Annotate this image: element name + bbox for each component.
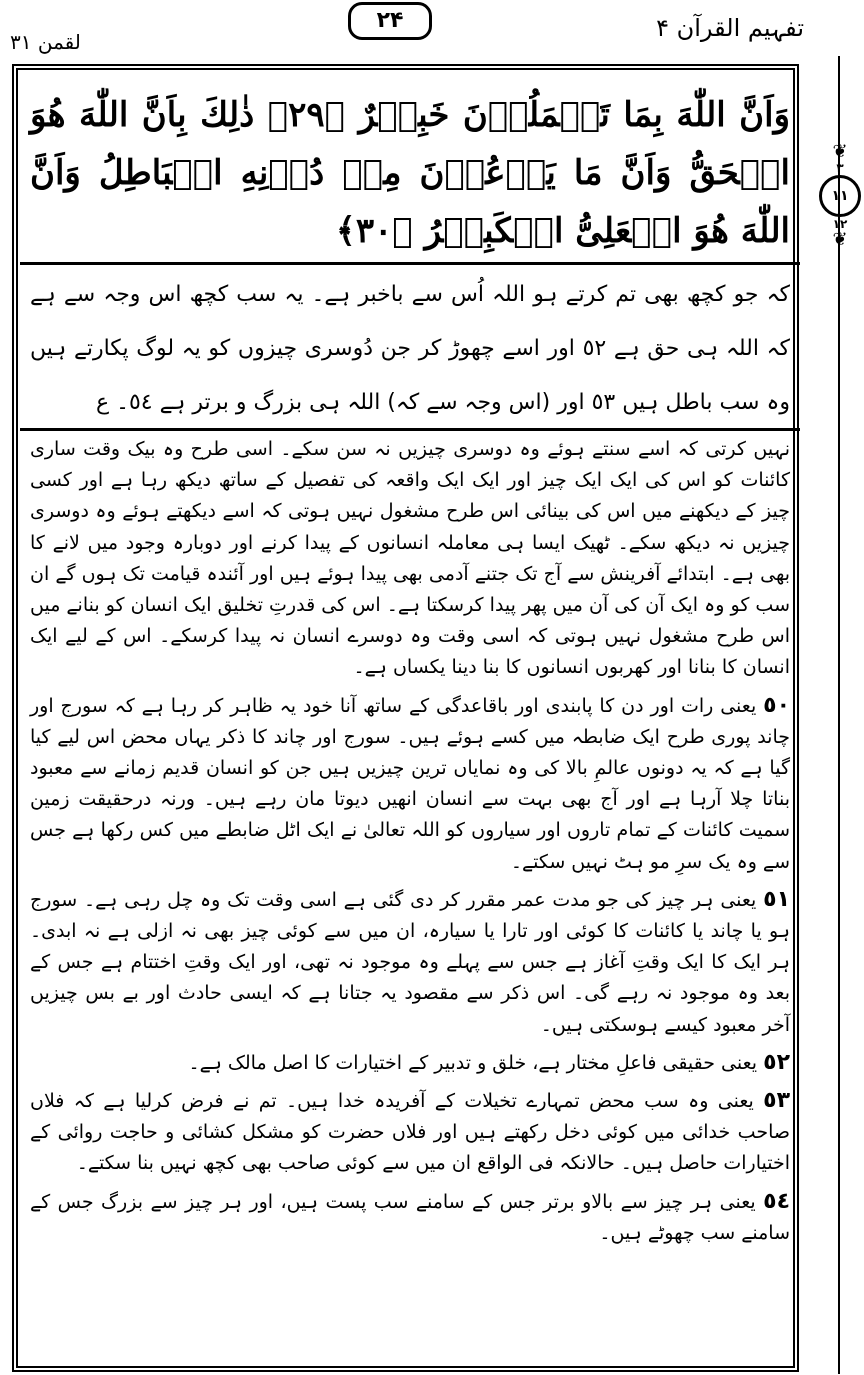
ayah-marker xyxy=(816,136,864,256)
footnotes xyxy=(30,434,790,1255)
footnote xyxy=(30,884,790,1041)
marker-ornament-top-icon: ❦ xyxy=(832,141,848,162)
marker-circle xyxy=(819,175,861,217)
footnote-number: ٥١ xyxy=(763,886,791,912)
marker-bottom-number: ۱۲ xyxy=(832,217,848,231)
footnote-text: نہیں کرتی کہ اسے سنتے ہوئے وہ دوسری چیزیں نہ سن سکے۔ اسی طرح وہ بیک وقت ساری کائنات کو اس کی ایک ایک چیز اور ایک ایک واقعہ کی تفصیل کے ساتھ دیکھ رہا ہے اور کسی چیز کے دیکھنے میں اس کی بینائی اس طرح مشغول نہیں ہوتی کہ اسے دیکھتے ہوئے وہ دوسری چیزیں نہ دیکھ سکے۔ ٹھیک ایسا ہی معاملہ انسانوں کے پیدا کرنے اور دوبارہ وجود میں لانے کا بھی ہے۔ ابتدائے آفرینش سے آج تک جتنے آدمی بھی پیدا ہوئے ہیں اور آئندہ قیامت تک ہوں گے ان سب کو وہ ایک آن کی آن میں پھر پیدا کرسکتا ہے۔ اس کی قدرتِ تخلیق ایک انسان کو بنانے میں اس طرح مشغول نہیں ہوتی کہ اسی وقت وہ دوسرے انسان نہ پیدا کرسکے۔ اس کے لیے ایک انسان کا بنانا اور کھربوں انسانوں کا بنا دینا یکساں ہے۔ xyxy=(30,438,790,679)
footnote-text: یعنی رات اور دن کا پابندی اور باقاعدگی کے ساتھ آنا خود یہ ظاہر کر رہا ہے کہ سورج اور چاند پوری طرح ایک ضابطہ میں کسے ہوئے ہیں۔ سورج اور چاند کا ذکر یہاں محض اس لیے کیا گیا ہے کہ یہ دونوں عالمِ بالا کی وہ نمایاں ترین چیزیں ہیں جن کو انسان قدیم زمانے سے معبود بناتا چلا آرہا ہے اور آج بھی بہت سے انسان انھیں دیوتا مان رہے ہیں۔ ورنہ درحقیقت زمین سمیت کائنات کے تمام تاروں اور سیاروں کو اللہ تعالیٰ نے ایک اٹل ضابطے میں کس رکھا ہے جس سے وہ یک سرِ مو ہٹ نہیں سکتے۔ xyxy=(30,694,790,873)
footnote-number: ٥٣ xyxy=(763,1088,790,1114)
book-title: تفہیم القرآن ۴ xyxy=(656,14,804,42)
marker-ornament-bottom-icon: ❦ xyxy=(832,229,848,250)
footnote xyxy=(30,434,790,684)
footnote-text: یعنی وہ سب محض تمہارے تخیلات کے آفریدہ خدا ہیں۔ تم نے فرض کرلیا ہے کہ فلاں صاحب خدائی میں کوئی دخل رکھتے ہیں اور فلاں حضرت کو مشکل کشائی و حاجت روائی کے اختیارات حاصل ہیں۔ حالانکہ فی الواقع ان میں سے کوئی صاحب بھی کچھ نہیں بنا سکتے۔ xyxy=(30,1090,790,1175)
page-number: ۲۴ xyxy=(348,2,432,40)
footnote xyxy=(30,1186,790,1249)
arabic-verse: وَاَنَّ اللّٰهَ بِمَا تَعۡمَلُوۡنَ خَبِيۡرٌ ﴿۲۹﴾ ذٰلِكَ بِاَنَّ اللّٰهَ هُوَ الۡحَقُّ وَاَنَّ مَا يَدۡعُوۡنَ مِنۡ دُوۡنِهِ الۡبَاطِلُ وَاَنَّ اللّٰهَ هُوَ الۡعَلِىُّ الۡكَبِيۡرُ ﴿۳۰﴾ xyxy=(30,95,790,251)
footnote-text: یعنی حقیقی فاعلِ مختار ہے، خلق و تدبیر کے اختیارات کا اصل مالک ہے۔ xyxy=(188,1051,758,1074)
footnote-number: ٥٤ xyxy=(763,1188,790,1214)
footnote xyxy=(30,1047,790,1079)
footnote-number: ٥٢ xyxy=(763,1049,790,1075)
footnote xyxy=(30,1085,790,1180)
urdu-translation: کہ جو کچھ بھی تم کرتے ہو اللہ اُس سے باخبر ہے۔ یہ سب کچھ اس وجہ سے ہے کہ اللہ ہی حق ہے ٥٢ اور اسے چھوڑ کر جن دُوسری چیزوں کو یہ لوگ پکارتے ہیں وہ سب باطل ہیں ٥٣ اور (اس وجہ سے کہ) اللہ ہی بزرگ و برتر ہے ٥٤۔ ع xyxy=(30,282,790,415)
footnote-number: ٥٠ xyxy=(763,692,790,718)
surah-name: لقمن ۳۱ xyxy=(10,30,81,54)
divider xyxy=(20,428,800,431)
footnote-text: یعنی ہر چیز سے بالاو برتر جس کے سامنے سب پست ہیں، اور ہر چیز سے بزرگ جس کے سامنے سب چھوٹے ہیں۔ xyxy=(30,1190,790,1244)
marker-top-number: ۳ xyxy=(836,161,844,175)
footnote xyxy=(30,690,790,878)
marker-center-number: ۱۱ xyxy=(831,188,849,204)
divider xyxy=(20,262,800,265)
footnote-text: یعنی ہر چیز کی جو مدت عمر مقرر کر دی گئی ہے اسی وقت تک وہ چل رہی ہے۔ سورج ہو یا چاند یا کائنات کا کوئی اور تارا یا سیارہ، ان میں سے کوئی چیز بھی نہ ازلی ہے نہ ابدی۔ ہر ایک کا ایک وقتِ آغاز ہے جس سے پہلے وہ موجود نہ تھی، اور ایک وقتِ اختتام ہے جس کے بعد وہ موجود نہ رہے گی۔ اس ذکر سے مقصود یہ جتانا ہے کہ ایسی حادث اور بے بس چیزیں آخر معبود کیسے ہوسکتی ہیں۔ xyxy=(30,888,790,1036)
